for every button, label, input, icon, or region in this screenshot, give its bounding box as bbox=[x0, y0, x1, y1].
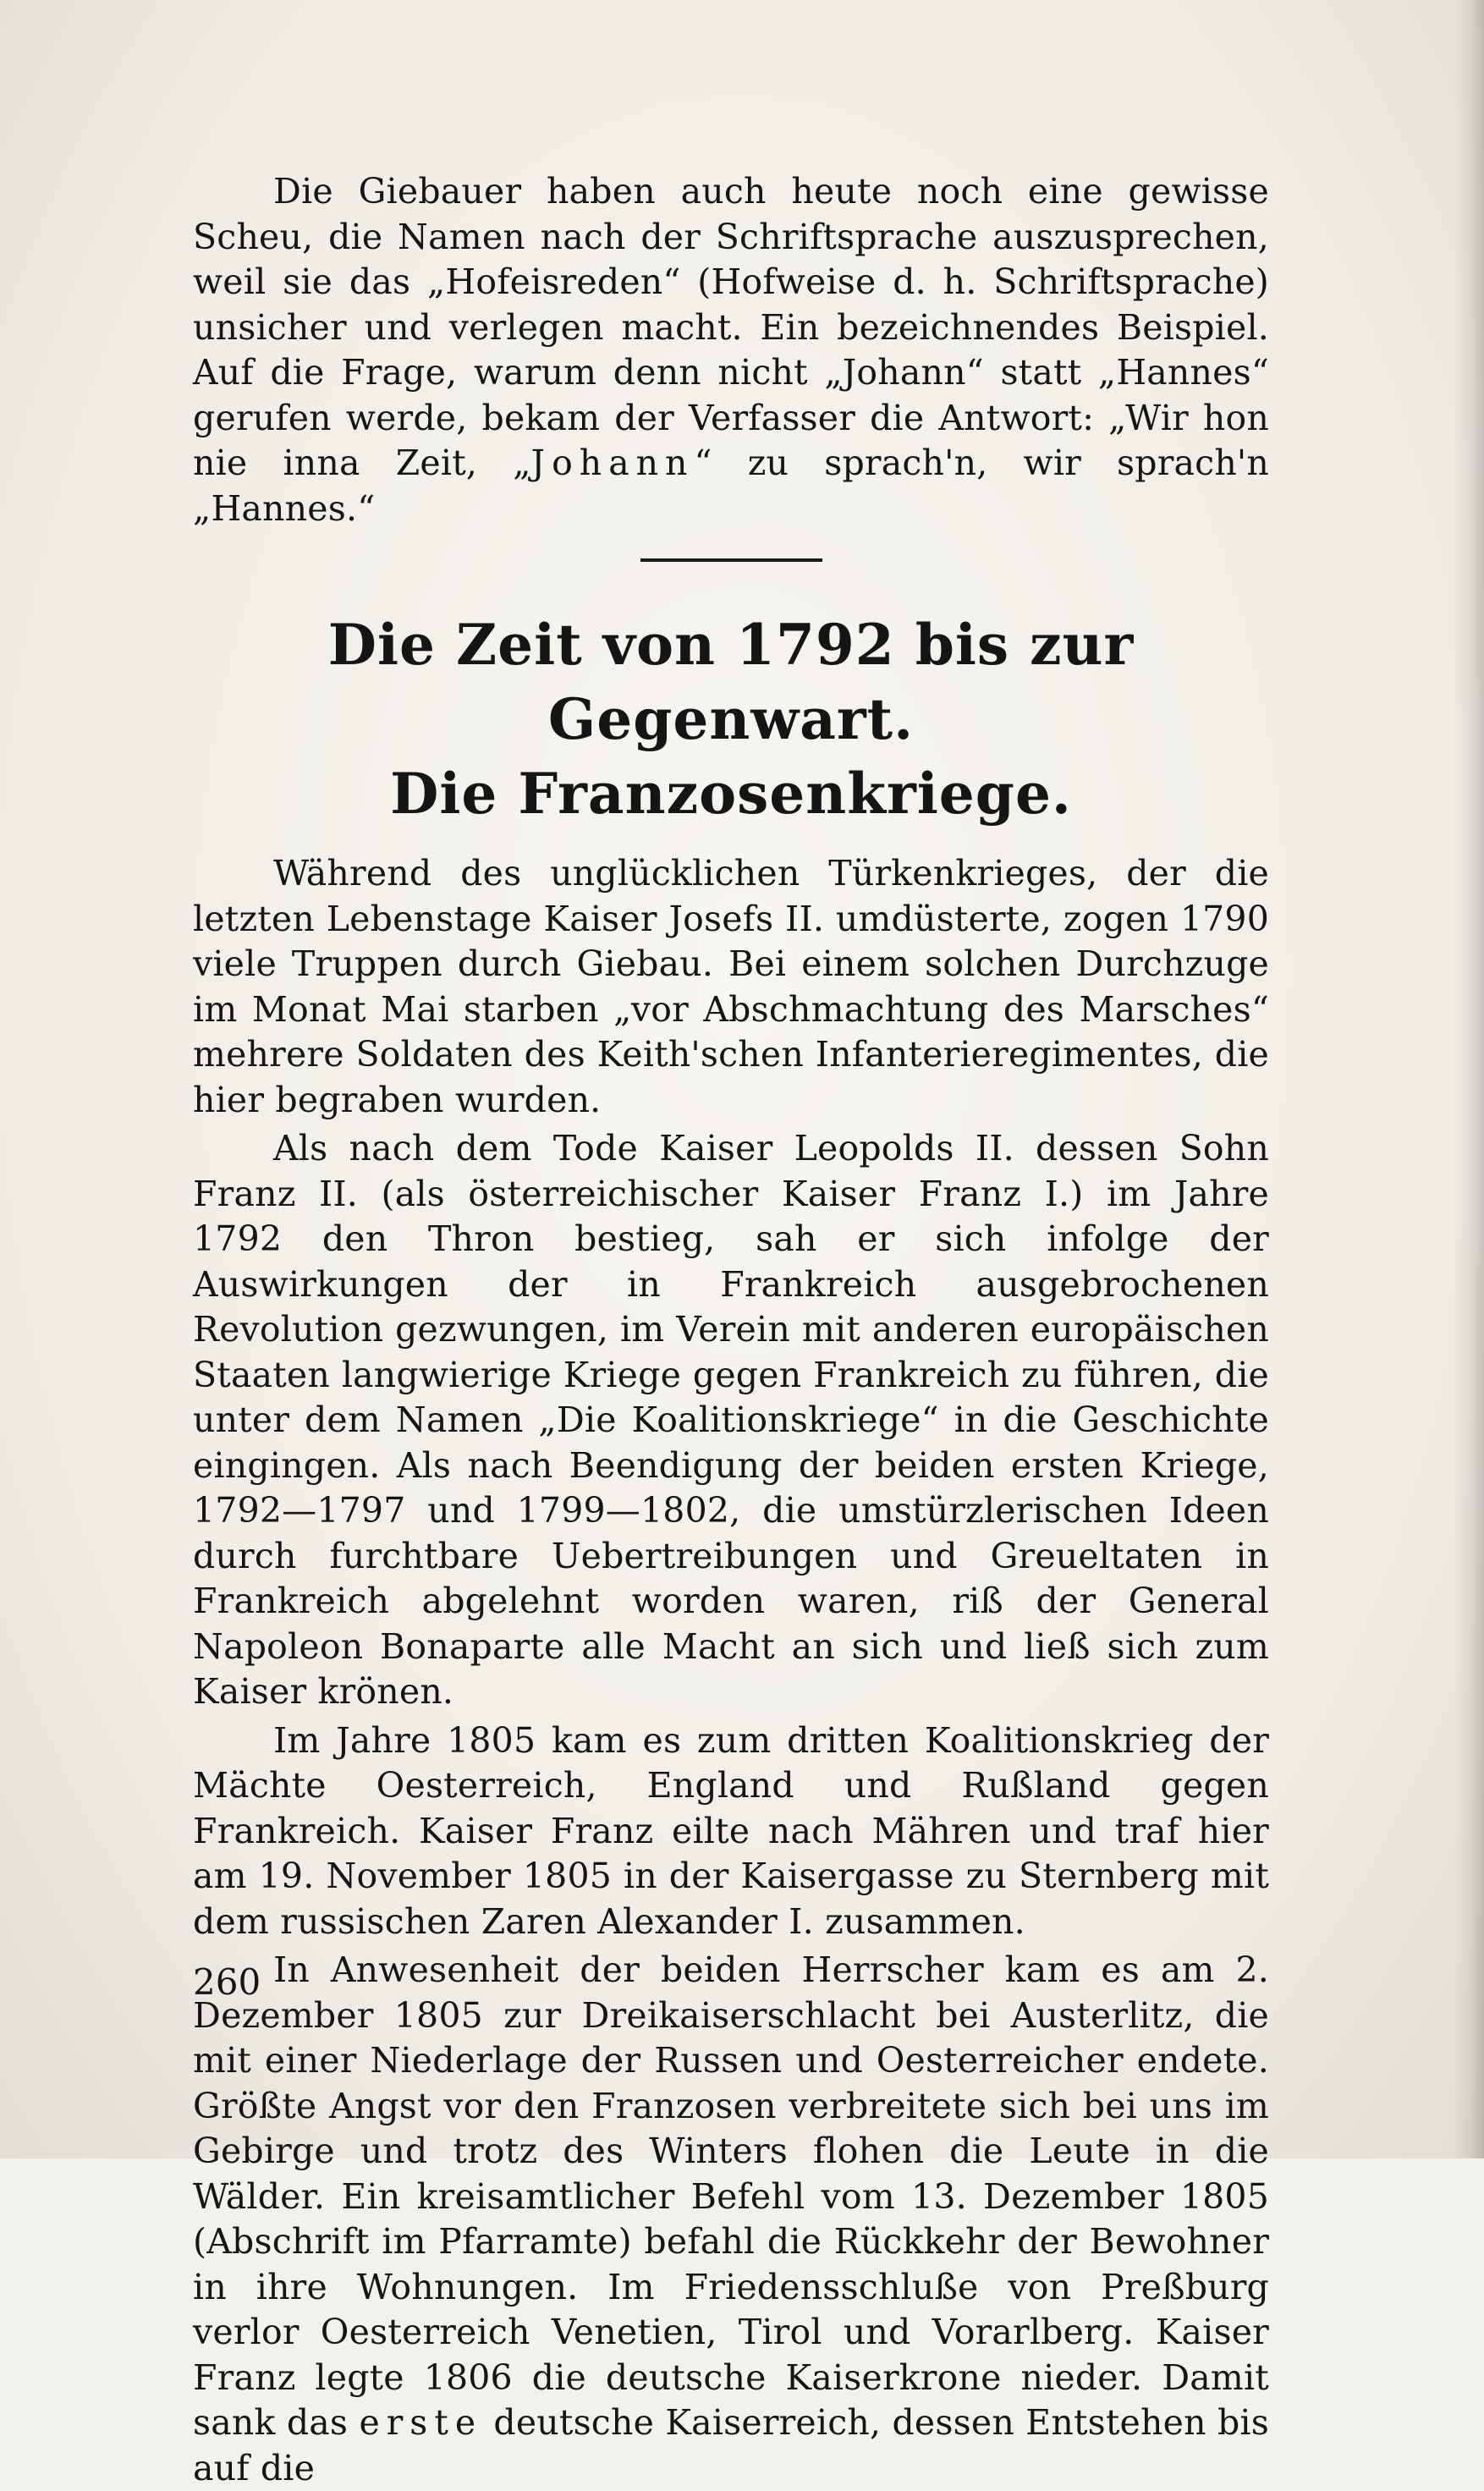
section-divider bbox=[640, 558, 822, 562]
paragraph-4-text-b: deutsche Kaiserreich, dessen Entstehen bis auf die bbox=[193, 2402, 1269, 2488]
intro-spaced-word: Johann bbox=[530, 443, 695, 483]
paragraph-3: Im Jahre 1805 kam es zum dritten Koalitionskrieg der Mächte Oesterreich, England und Rußland gegen Frankreich. Kaiser Franz eilte nach Mähren und traf hier am 19. November 1805 in der Kaisergasse zu Sternberg mit dem russischen Zaren Alexander I. zusammen. bbox=[193, 1719, 1269, 1942]
paragraph-2: Als nach dem Tode Kaiser Leopolds II. dessen Sohn Franz II. (als österreichischer Kaiser Franz I.) im Jahre 1792 den Thron bestieg, sah er sich infolge der Auswirkungen der in Frankreich ausgebrochenen Revolution gezwungen, im Verein mit anderen europäischen Staaten langwierige Kriege gegen Frankreich zu führen, die unter dem Namen „Die Koalitionskriege“ in die Geschichte eingingen. Als nach Beendigung der beiden ersten Kriege, 1792—1797 und 1799—1802, die umstürzlerischen Ideen durch furchtbare Uebertreibungen und Greueltaten in Frankreich abgelehnt worden waren, riß der General Napoleon Bonaparte alle Macht an sich und ließ sich zum Kaiser krönen. bbox=[193, 1128, 1269, 1712]
intro-text-b: “ zu sprach'n, wir sprach'n „Hannes.“ bbox=[193, 443, 1270, 529]
page-content bbox=[193, 169, 1269, 2491]
intro-paragraph bbox=[193, 169, 1269, 531]
paragraph-1: Während des unglücklichen Türkenkrieges, der die letzten Lebenstage Kaiser Josefs II. umdüsterte, zogen 1790 viele Truppen durch Giebau. Bei einem solchen Durchzuge im Monat Mai starben „vor Abschmachtung des Marsches“ mehrere Soldaten des Keith'schen Infanterieregimentes, die hier begraben wurden. bbox=[193, 853, 1269, 1120]
paragraph-4-text-a: In Anwesenheit der beiden Herrscher kam es am 2. Dezember 1805 zur Dreikaiserschlacht bei Austerlitz, die mit einer Niederlage der Russen und Oesterreicher endete. Größte Angst vor den Franzosen verbreitete sich bei uns im Gebirge und trotz des Winters flohen die Leute in die Wälder. Ein kreisamtlicher Befehl vom 13. Dezember 1805 (Abschrift im Pfarramte) befahl die Rückkehr der Bewohner in ihre Wohnungen. Im Friedensschluße von Preßburg verlor Oesterreich Venetien, Tirol und Vorarlberg. Kaiser Franz legte 1806 die deutsche Kaiserkrone nieder. Damit sank das bbox=[193, 1949, 1269, 2443]
intro-text-a: Die Giebauer haben auch heute noch eine gewisse Scheu, die Namen nach der Schriftsprache auszusprechen, weil sie das „Hofeisreden“ (Hofweise d. h. Schriftsprache) unsicher und verlegen macht. Ein bezeichnendes Beispiel. Auf die Frage, warum denn nicht „Johann“ statt „Hannes“ gerufen werde, bekam der Verfasser die Antwort: „Wir hon nie inna Zeit, „ bbox=[193, 171, 1269, 483]
page-edge-shadow bbox=[1454, 0, 1484, 2158]
paragraph-4-spaced-word: erste bbox=[359, 2402, 483, 2443]
chapter-subtitle: Die Franzosenkriege. bbox=[390, 761, 1072, 827]
chapter-heading bbox=[193, 608, 1269, 831]
page-number: 260 bbox=[193, 1961, 261, 2003]
chapter-title: Die Zeit von 1792 bis zur Gegenwart. bbox=[327, 612, 1135, 752]
paragraph-4 bbox=[193, 1948, 1269, 2491]
